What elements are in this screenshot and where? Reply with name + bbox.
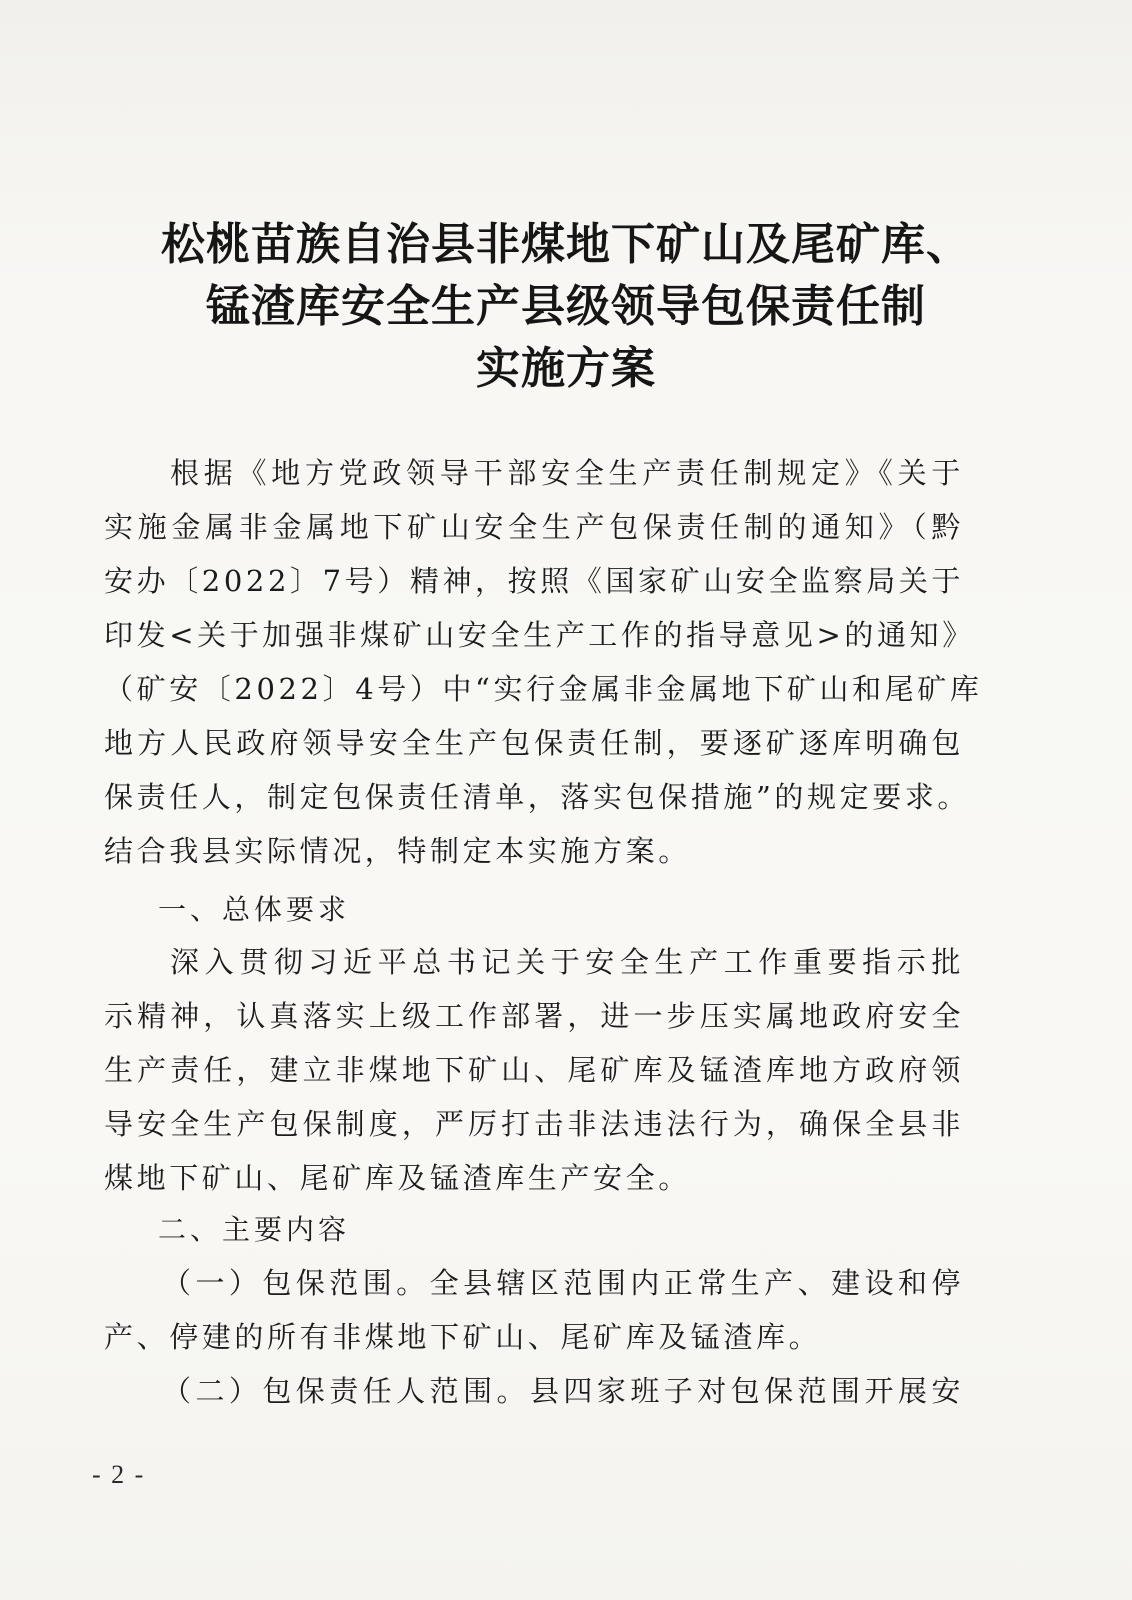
intro-line-3: 安办〔2022〕7号）精神，按照《国家矿山安全监察局关于 bbox=[104, 564, 965, 598]
intro-line-5: （矿安〔2022〕4号）中“实行金属非金属地下矿山和尾矿库 bbox=[104, 672, 983, 706]
section1-line-1: 深入贯彻习近平总书记关于安全生产工作重要指示批 bbox=[170, 945, 964, 979]
section-heading-general-requirements: 一、总体要求 bbox=[158, 893, 351, 926]
title-line-1: 松桃苗族自治县非煤地下矿山及尾矿库、 bbox=[161, 219, 971, 270]
section1-paragraph bbox=[104, 935, 964, 1205]
section2-item1-line-2: 产、停建的所有非煤地下矿山、尾矿库及锰渣库。 bbox=[104, 1320, 822, 1354]
intro-line-1: 根据《地方党政领导干部安全生产责任制规定》《关于 bbox=[170, 456, 964, 490]
section2-item2-line-1: （二）包保责任人范围。县四家班子对包保范围开展安 bbox=[162, 1374, 964, 1408]
section-heading-main-content: 二、主要内容 bbox=[158, 1213, 351, 1246]
intro-line-2: 实施金属非金属地下矿山安全生产包保责任制的通知》（黔 bbox=[104, 510, 964, 544]
intro-line-7: 保责任人，制定包保责任清单，落实包保措施”的规定要求。 bbox=[104, 780, 971, 814]
section2-item2-paragraph bbox=[104, 1364, 964, 1418]
intro-paragraph bbox=[104, 446, 983, 878]
page-number: - 2 - bbox=[92, 1460, 146, 1489]
intro-line-6: 地方人民政府领导安全生产包保责任制，要逐矿逐库明确包 bbox=[104, 726, 964, 760]
intro-line-8: 结合我县实际情况，特制定本实施方案。 bbox=[104, 834, 691, 868]
document-title bbox=[0, 214, 1132, 400]
intro-line-4: 印发<关于加强非煤矿山安全生产工作的指导意见>的通知》 bbox=[104, 618, 975, 652]
title-line-3: 实施方案 bbox=[476, 343, 656, 394]
section1-line-5: 煤地下矿山、尾矿库及锰渣库生产安全。 bbox=[104, 1161, 691, 1195]
section1-line-2: 示精神，认真落实上级工作部署，进一步压实属地政府安全 bbox=[104, 999, 964, 1033]
section2-item1-line-1: （一）包保范围。全县辖区范围内正常生产、建设和停 bbox=[162, 1266, 964, 1300]
section1-line-4: 导安全生产包保制度，严厉打击非法违法行为，确保全县非 bbox=[104, 1107, 964, 1141]
section1-line-3: 生产责任，建立非煤地下矿山、尾矿库及锰渣库地方政府领 bbox=[104, 1053, 964, 1087]
title-line-2: 锰渣库安全生产县级领导包保责任制 bbox=[206, 281, 926, 332]
section2-item1-paragraph bbox=[104, 1256, 964, 1364]
